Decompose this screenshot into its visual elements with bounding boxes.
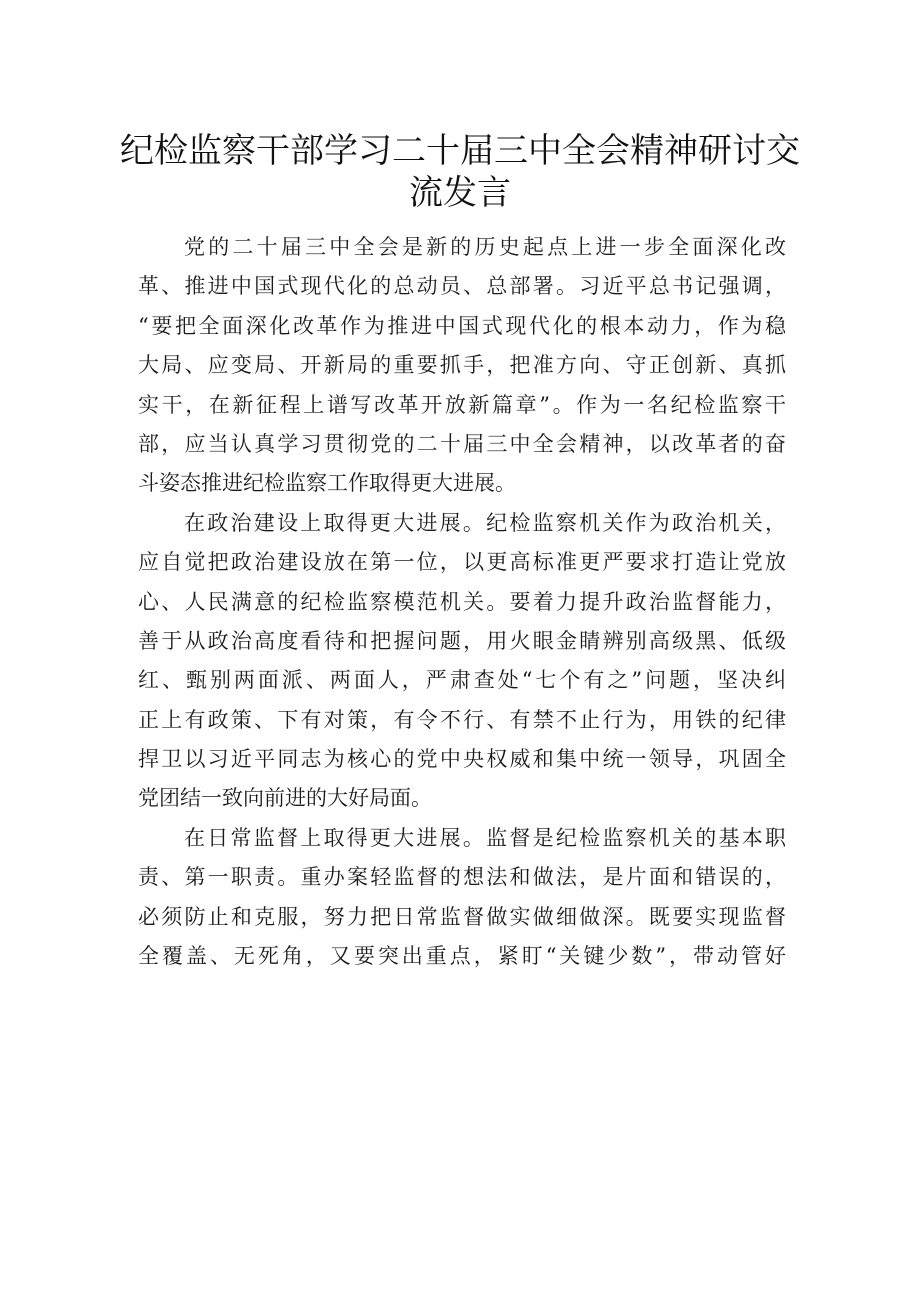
- document-title: [120, 130, 800, 214]
- text-line: 大局、应变局、开新局的重要抓手，把准方向、守正创新、真抓: [138, 353, 786, 378]
- text-line: 在日常监督上取得更大进展。监督是纪检监察机关的基本职: [184, 825, 786, 850]
- text-line: 责、第一职责。重办案轻监督的想法和做法，是片面和错误的，: [138, 865, 786, 890]
- paragraph-daily-supervision: [138, 819, 786, 977]
- text-line: 心、人民满意的纪检监察模范机关。要着力提升政治监督能力，: [138, 589, 786, 614]
- text-line: 党团结一致向前进的大好局面。: [138, 786, 432, 811]
- text-line: 捍卫以习近平同志为核心的党中央权威和集中统一领导，巩固全: [138, 747, 786, 772]
- text-line: 必须防止和克服，努力把日常监督做实做细做深。既要实现监督: [138, 904, 786, 929]
- paragraph-intro: [138, 228, 786, 504]
- text-line: 红、甄别两面派、两面人，严肃查处“七个有之”问题，坚决纠: [138, 668, 786, 693]
- text-line: 善于从政治高度看待和把握问题，用火眼金睛辨别高级黑、低级: [138, 628, 786, 653]
- text-line: 正上有政策、下有对策，有令不行、有禁不止行为，用铁的纪律: [138, 707, 786, 732]
- text-line: 部，应当认真学习贯彻党的二十届三中全会精神，以改革者的奋: [138, 431, 786, 456]
- text-line: 实干，在新征程上谱写改革开放新篇章”。作为一名纪检监察干: [138, 392, 786, 417]
- text-line: 党的二十届三中全会是新的历史起点上进一步全面深化改: [184, 235, 786, 259]
- text-line: 在政治建设上取得更大进展。纪检监察机关作为政治机关，: [184, 510, 786, 535]
- text-line: 斗姿态推进纪检监察工作取得更大进展。: [138, 471, 516, 496]
- paragraph-political-construction: [138, 504, 786, 819]
- document-body: [138, 228, 786, 976]
- title-line: 纪检监察干部学习二十届三中全会精神研讨交: [120, 131, 800, 171]
- text-line: 全覆盖、无死角，又要突出重点，紧盯“关键少数”，带动管好: [138, 944, 786, 969]
- text-line: 应自觉把政治建设放在第一位，以更高标准更严要求打造让党放: [138, 550, 786, 575]
- title-line: 流发言: [409, 173, 511, 213]
- text-line: 革、推进中国式现代化的总动员、总部署。习近平总书记强调，: [138, 274, 786, 299]
- text-line: “要把全面深化改革作为推进中国式现代化的根本动力，作为稳: [138, 313, 786, 338]
